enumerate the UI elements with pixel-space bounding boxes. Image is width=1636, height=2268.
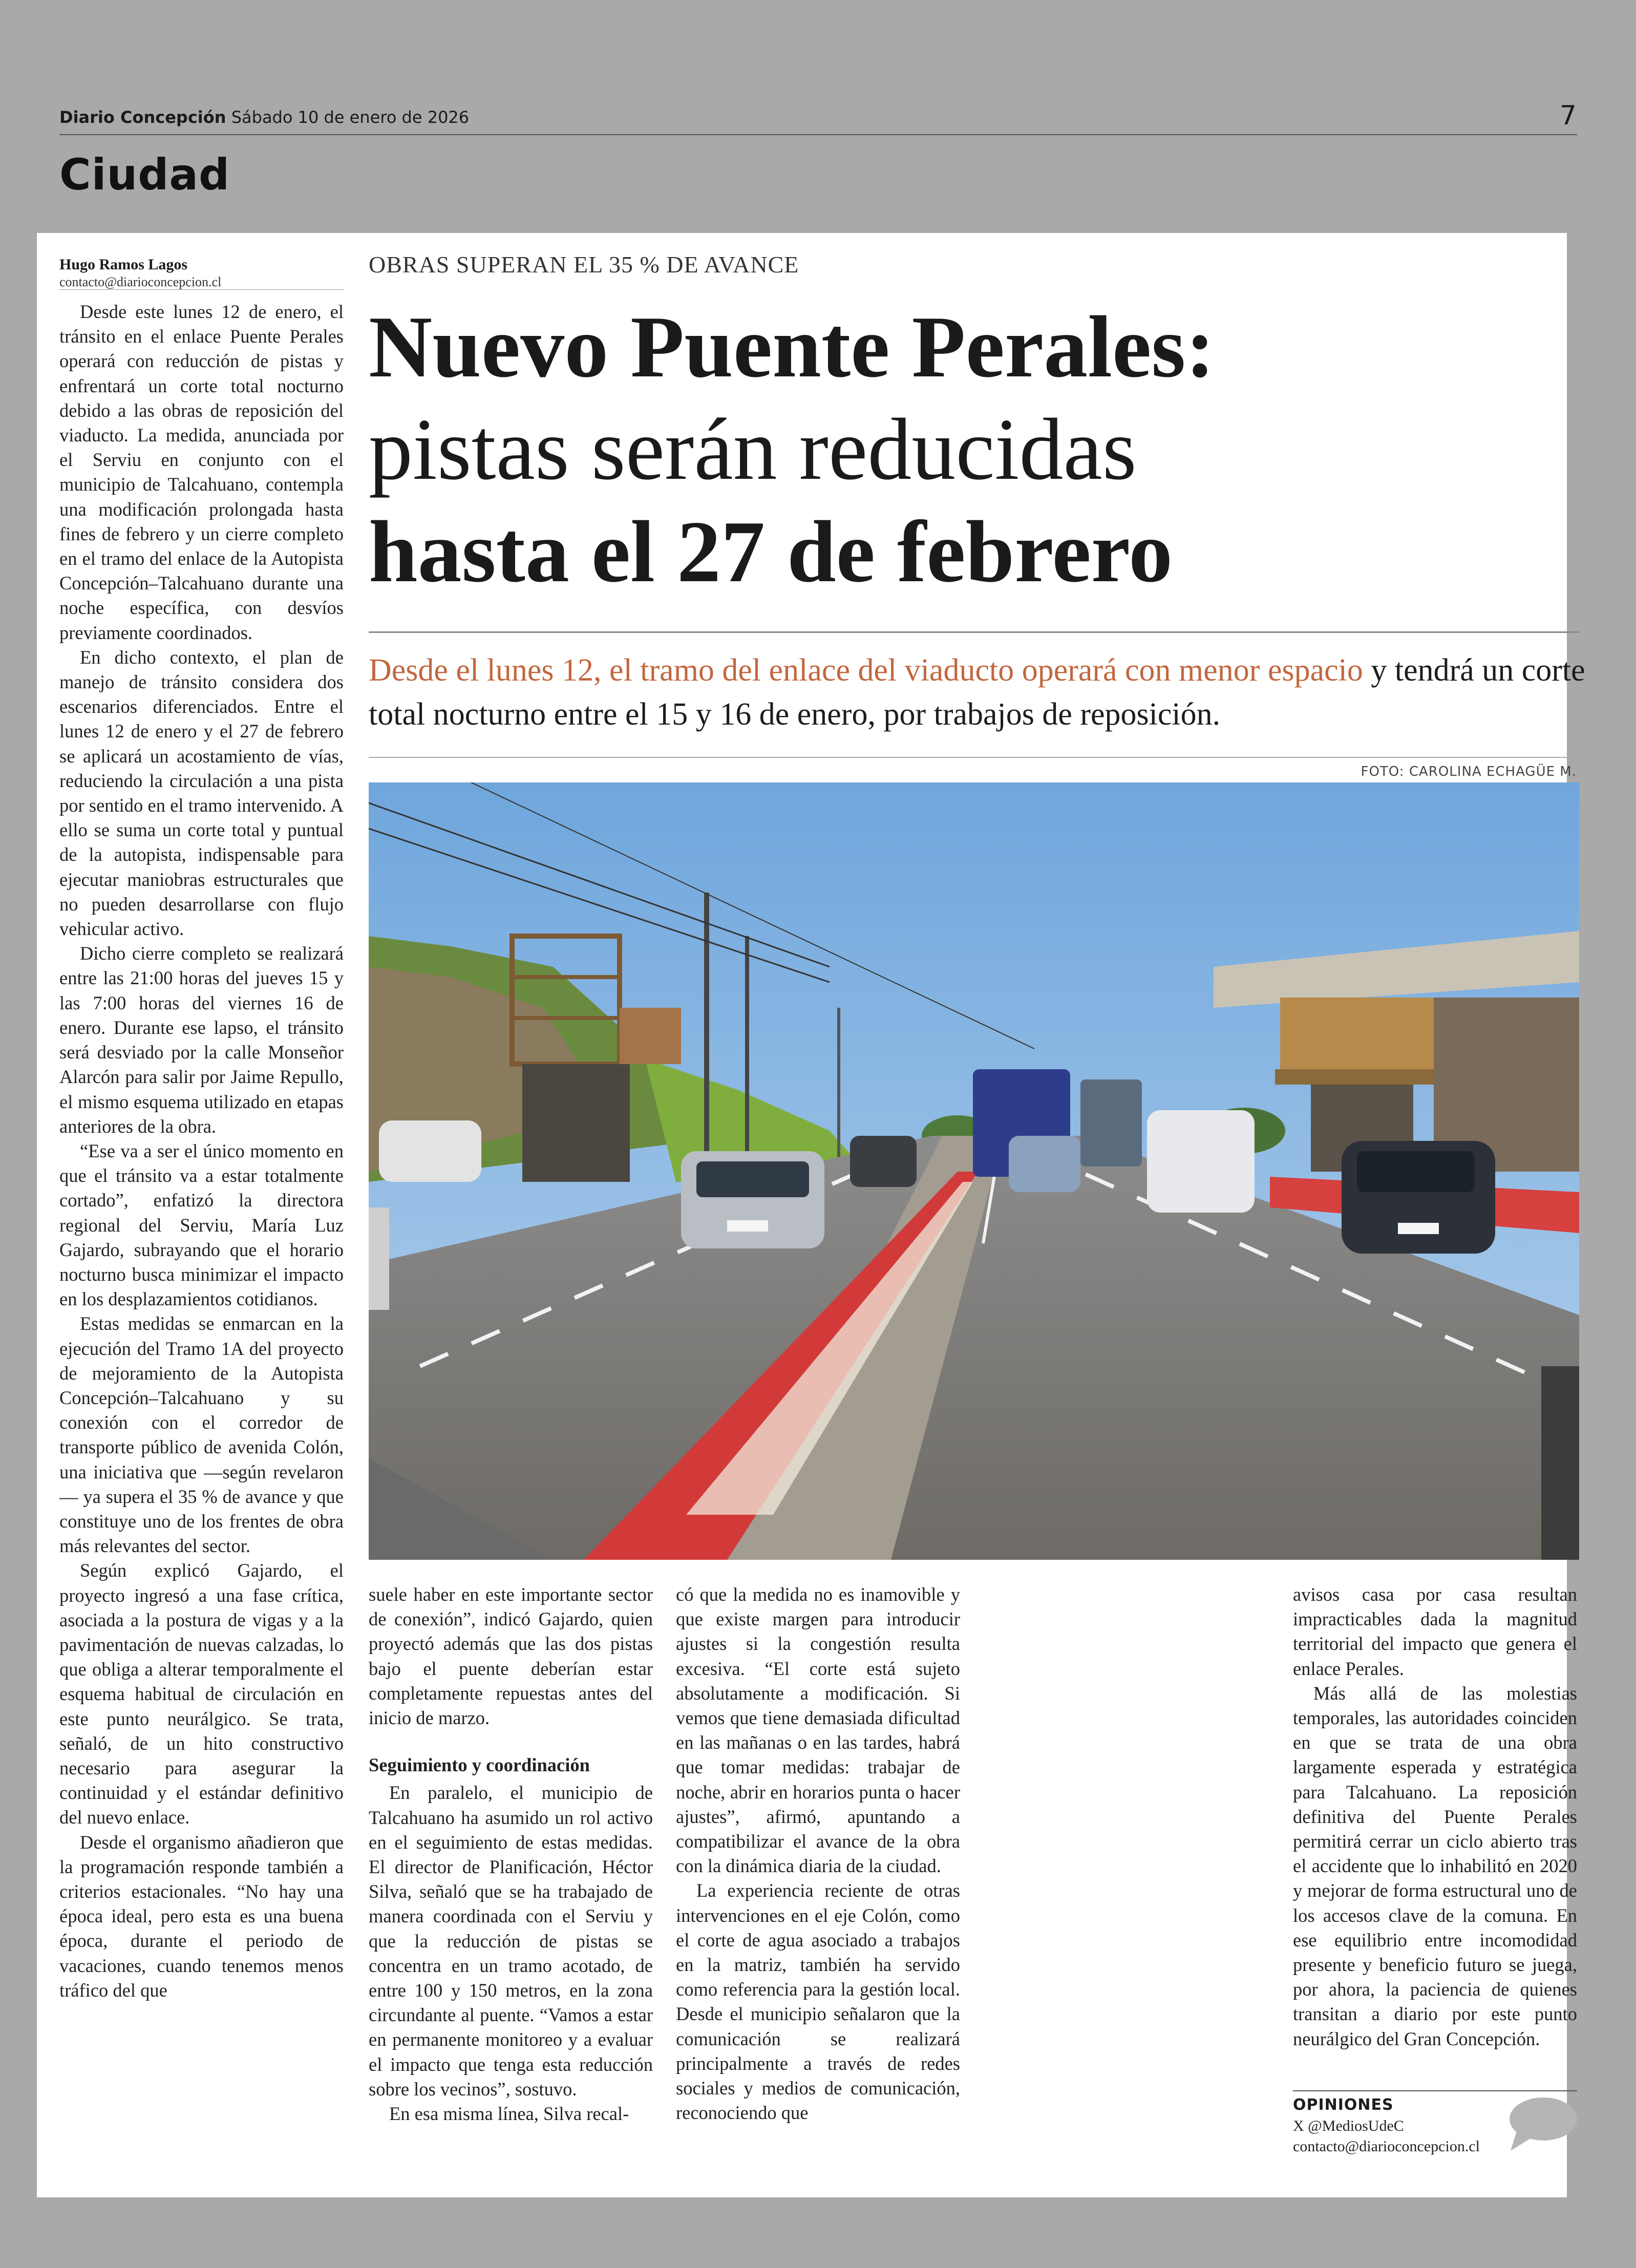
- byline-rule: [59, 289, 344, 290]
- section-title: Ciudad: [59, 150, 230, 200]
- paragraph: Más allá de las molestias temporales, las autoridades coinciden en que se trata de una obra largamente esperada y estratégica para Talcahuano. La reposición definitiva del Puente Perales permitirá cerrar un ciclo abierto tras el accidente que lo inhabilitó en 2020 y mejorar de forma estructural uno de los accesos clave de la comuna. En ese equilibrio entre incomodidad presente y beneficio futuro se juega, por ahora, la paciencia de quienes transitan a diario por este punto neurálgico del Gran Concepción.: [1293, 1682, 1577, 2049]
- article-column-4: [1293, 1582, 1577, 2051]
- subheading: Seguimiento y coordinación: [369, 1754, 590, 1776]
- dek: [369, 648, 1587, 736]
- opinions-rule: [1293, 2090, 1577, 2091]
- author-email: contacto@diarioconcepcion.cl: [59, 274, 222, 289]
- paragraph: En paralelo, el municipio de Talcahuano ha asumido un rol activo en el seguimiento de estas medidas. El director de Planificación, Héctor Silva, señaló que se ha trabajado de manera coordinada con el Serviu y que la reducción de pistas se concentra en un tramo acotado, de entre 100 y 150 metros, en la zona circundante al puente. “Vamos a estar en permanente monitoreo y a evaluar el impacto que tenga esta reducción sobre los vecinos”, sostuvo.: [369, 1782, 653, 2100]
- paragraph: Desde este lunes 12 de enero, el tránsito en el enlace Puente Perales operará con reducción de pistas y enfrentará un corte total nocturno debido a las obras de reposición del viaducto. La medida, anunciada por el Serviu en conjunto con el municipio de Talcahuano, contempla una modificación prolongada hasta fines de febrero y un cierre completo en el tramo del enlace de la Autopista Concepción–Talcahuano durante una noche específica, con desvíos previamente coordinados.: [59, 301, 344, 643]
- paragraph: “Ese va a ser el único momento en que el tránsito va a estar totalmente cortado”, enfatizó la directora regional del Serviu, María Luz Gajardo, subrayando que el horario nocturno busca minimizar el impacto en los desplazamientos cotidianos.: [59, 1140, 344, 1310]
- dek-rest: y tendrá un corte total nocturno entre el 15 y 16 de enero, por trabajos de reposición.: [369, 653, 1585, 732]
- paragraph: La experiencia reciente de otras intervenciones en el eje Colón, como el corte de agua asociado a trabajos en la matriz, también ha servido como referencia para la gestión local. Desde el municipio señalaron que la comunicación se realizará principalmente a través de redes sociales y medios de comunicación, reconociendo que: [676, 1880, 960, 2124]
- page-number: 7: [1559, 100, 1577, 131]
- paragraph: avisos casa por casa resultan impracticables dada la magnitud territorial del impacto que genera el enlace Perales.: [1293, 1584, 1577, 1679]
- byline: [59, 256, 346, 290]
- publication-line: [59, 108, 469, 127]
- paragraph: Dicho cierre completo se realizará entre las 21:00 horas del jueves 15 y las 7:00 horas del viernes 16 de enero. Durante ese lapso, el tránsito será desviado por la calle Monseñor Alarcón para salir por Jaime Repullo, el mismo esquema utilizado en etapas anteriores de la obra.: [59, 943, 344, 1137]
- issue-date: Sábado 10 de enero de 2026: [231, 108, 470, 127]
- photo-credit: FOTO: CAROLINA ECHAGÜE M.: [1361, 764, 1577, 779]
- article-column-2: [369, 1582, 653, 2126]
- article-column-1: [59, 300, 344, 2003]
- paragraph: Según explicó Gajardo, el proyecto ingresó a una fase crítica, asociada a la postura de vigas y a la pavimentación de nuevas calzadas, lo que obliga a alterar temporalmente el esquema habitual de circulación en este punto neurálgico. Se trata, señaló, de un hito constructivo necesario para asegurar la continuidad y el estándar definitivo del nuevo enlace.: [59, 1560, 344, 1828]
- paragraph: En esa misma línea, Silva recal-: [389, 2103, 629, 2125]
- publication-name: Diario Concepción: [59, 108, 226, 127]
- opinions-email: contacto@diarioconcepcion.cl: [1293, 2138, 1480, 2155]
- dek-highlight: Desde el lunes 12, el tramo del enlace del viaducto operará con menor espacio: [369, 653, 1363, 688]
- opinions-title: OPINIONES: [1293, 2096, 1394, 2114]
- author-name: Hugo Ramos Lagos: [59, 256, 188, 273]
- opinions-x-handle: X @MediosUdeC: [1293, 2117, 1404, 2134]
- paragraph: En dicho contexto, el plan de manejo de tránsito considera dos escenarios diferenciados. Entre el lunes 12 de enero y el 27 de febrero se aplicará un acostamiento de vías, reduciendo la circulación a una pista por sentido en el tramo intervenido. A ello se suma un corte total y puntual de la autopista, indispensable para ejecutar maniobras estructurales que no pueden desarrollarse con flujo vehicular activo.: [59, 646, 344, 940]
- paragraph: có que la medida no es inamovible y que existe margen para introducir ajustes si la congestión resulta excesiva. “El corte está sujeto absolutamente a modificación. Si vemos que tiene demasiada dificultad en las mañanas o en las tardes, habrá que tomar medidas: trabajar de noche, abrir en horarios punta o hacer ajustes”, afirmó, apuntando a compatibilizar el avance de la obra con la dinámica diaria de la ciudad.: [676, 1584, 960, 1877]
- paragraph: Estas medidas se enmarcan en la ejecución del Tramo 1A del proyecto de mejoramiento de la Autopista Concepción–Talcahuano y su conexión con el corredor de transporte público de avenida Colón, una iniciativa que —según revelaron— ya supera el 35 % de avance y que constituye uno de los frentes de obra más relevantes del sector.: [59, 1313, 344, 1557]
- article-column-3: [676, 1582, 960, 2125]
- article-photo: [369, 782, 1579, 1560]
- headline-line-1: Nuevo Puente Perales:: [369, 299, 1215, 396]
- headline-line-3: hasta el 27 de febrero: [369, 503, 1173, 601]
- paragraph: Desde el organismo añadieron que la programación responde también a criterios estacionales. “No hay una época ideal, pero esta es una buena época, durante el periodo de vacaciones, cuando tenemos menos tráfico del que: [59, 1831, 344, 2001]
- headline-rule: [369, 631, 1579, 633]
- headline-line-2: pistas serán reducidas: [369, 401, 1137, 498]
- kicker: OBRAS SUPERAN EL 35 % DE AVANCE: [369, 251, 799, 278]
- dek-rule: [369, 757, 1579, 758]
- header-rule: [59, 134, 1577, 135]
- paragraph: suele haber en este importante sector de conexión”, indicó Gajardo, quien proyectó además que las dos pistas bajo el puente deberían estar completamente repuestas antes del inicio de marzo.: [369, 1584, 653, 1729]
- speech-bubble-icon: [1505, 2095, 1578, 2153]
